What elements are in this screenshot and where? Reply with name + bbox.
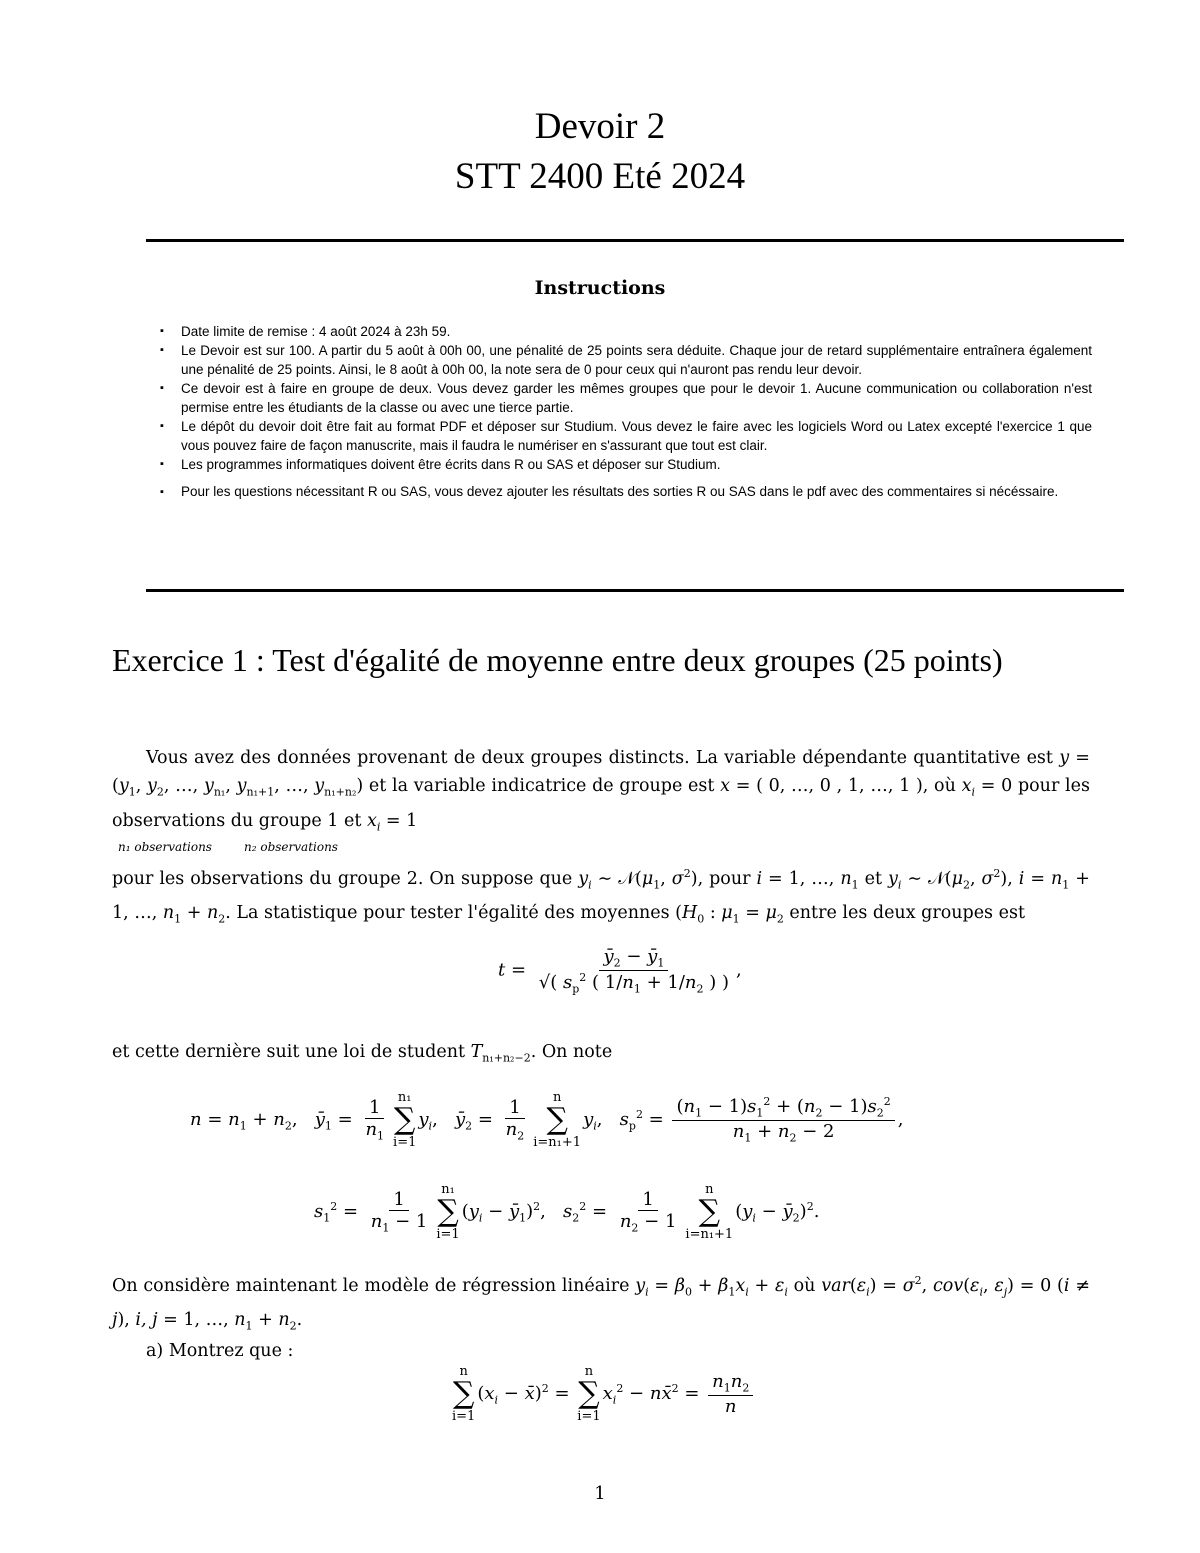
top-rule — [146, 239, 1124, 242]
exercise-intro-paragraph: Vous avez des données provenant de deux groupes distincts. La variable dépendante quantitative est $y = (y_1$, $y_2$, …, $y_{n_1}$, $y_{n_1+1}$, …, $y_{n_1+n_2}$) et la variable indicatrice de groupe est x = ( 0, …, 0 , 1, …, 1 ), où $x_i = 0$ pour les observations du groupe 1 et $x_i = 1$ — [112, 748, 1090, 833]
bottom-rule — [146, 589, 1124, 592]
instruction-item: ▪ Date limite de remise : 4 août 2024 à 23h 59. — [160, 322, 1092, 341]
text-span: On considère maintenant le modèle de régression linéaire — [112, 1275, 630, 1296]
text-span: . La statistique pour tester l'égalité des moyennes ( — [225, 903, 682, 924]
page-number: 1 — [594, 1483, 606, 1504]
text-span: et — [864, 868, 882, 889]
question-label: a) — [146, 1341, 164, 1361]
student-paragraph: et cette dernière suit une loi de student $T_{n_1+n_2-2}$. On note — [112, 1042, 613, 1065]
text-span: et la variable indicatrice de groupe est — [368, 776, 715, 796]
math-inline: y — [1059, 748, 1070, 768]
exercise-intro-paragraph-cont: pour les observations du groupe 2. On suppose que $y_i$ ∼ $𝒩(\mu_1$, $\sigma^2$), pour i = 1, …, $n_1$ et $y_i$ ∼ $𝒩(\mu_2$, $\sigma^2$), $i = n_1 + 1$, …, $n_1 + n_2$. La statistique pour tester l'égalité des moyennes ($H_0$ : $\mu_1 = \mu_2$ entre les deux groupes est — [112, 867, 1090, 926]
text-span: , pour — [697, 868, 751, 889]
question-text: Montrez que : — [168, 1341, 294, 1361]
equation-question-a: n ∑ i=1 ($x_i$ − x̄)$^2$ = n ∑ i=1 $x_i^2$ − nx̄$^2$ = $\frac{n_1n_2}{n}$ — [450, 1364, 756, 1424]
equation-definitions-1: $n = n_1 + n_2$, $ȳ_1$ = $\frac{1}{n_1}$ n₁ ∑ i=1 $y_i$, $ȳ_2$ = $\frac{1}{n_2}$ n ∑ i=n₁+1 $y_i$, $s_p^2$ = $\frac{(n_1 - 1)s_1^2 + (n_2 - 1)s_2^2}{n_1 + n_2 - 2}$ , — [190, 1090, 904, 1150]
brace-label-n2: n₂ observations — [244, 840, 338, 854]
brace-label-n1: n₁ observations — [118, 840, 212, 854]
instruction-item: ▪ Pour les questions nécessitant R ou SAS, vous devez ajouter les résultats des sorties R ou SAS dans le pdf avec des commentaires si nécéssaire. — [160, 478, 1092, 506]
text-span: et cette dernière suit une loi de student — [112, 1042, 465, 1062]
instruction-item: ▪ Le dépôt du devoir doit être fait au format PDF et déposer sur Studium. Vous devez le faire avec les logiciels Word ou Latex excepté l'exercice 1 que vous pouvez faire de façon manuscrite, mais il faudra le numériser en s'assurant que tout est clair. — [160, 417, 1092, 455]
text-span: où — [793, 1275, 816, 1296]
instructions-list — [160, 322, 1092, 506]
text-span: pour les observations du groupe 1 et — [112, 776, 1090, 831]
instruction-item: ▪ Ce devoir est à faire en groupe de deux. Vous devez garder les mêmes groupes que pour le devoir 1. Aucune communication ou collaboration n'est permise entre les étudiants de la classe ou avec une tierce partie. — [160, 379, 1092, 417]
text-span: entre les deux groupes est — [789, 903, 1025, 924]
course-subtitle: STT 2400 Eté 2024 — [454, 156, 746, 197]
text-span: Vous avez des données provenant de deux groupes distincts. La variable dépendante quantitative est — [146, 748, 1053, 768]
document-title: Devoir 2 — [534, 106, 666, 147]
text-span: , où — [922, 776, 956, 796]
text-span: . On note — [530, 1042, 613, 1062]
text-span: pour les observations du groupe 2. On suppose que — [112, 868, 573, 889]
instructions-heading: Instructions — [534, 277, 666, 299]
regression-paragraph: On considère maintenant le modèle de régression linéaire $y_i = \beta_0 + \beta_1x_i + \varepsilon_i$ où $var(\varepsilon_i) = \sigma^2$, $cov(\varepsilon_i$, $\varepsilon_j) = 0$ (i ≠ j), i, j = 1, …, $n_1 + n_2$. — [112, 1274, 1090, 1333]
instruction-item: ▪ Les programmes informatiques doivent être écrits dans R ou SAS et déposer sur Studium. — [160, 455, 1092, 474]
question-a — [146, 1337, 546, 1365]
instruction-item: ▪ Le Devoir est sur 100. A partir du 5 août à 00h 00, une pénalité de 25 points sera déduite. Chaque jour de retard supplémentaire entraînera également une pénalité de 25 points. Ainsi, le 8 août à 00h 00, la note sera de 0 pour ceux qui n'auront pas rendu leur devoir. — [160, 341, 1092, 379]
exercise-title: Exercice 1 : Test d'égalité de moyenne entre deux groupes (25 points) — [112, 642, 1003, 678]
equation-t-statistic: t = $\frac{ȳ_2 - ȳ_1}{√( s_p^2 ( 1/n_1 + 1/n_2 ) )}$ , — [498, 946, 742, 996]
equation-definitions-2: $s_1^2$ = $\frac{1}{n_1 - 1}$ n₁ ∑ i=1 ($y_i$ − $ȳ_1)^2$, $s_2^2$ = $\frac{1}{n_2 - 1}$ n ∑ i=n₁+1 ($y_i$ − $ȳ_2)^2$. — [314, 1182, 820, 1242]
